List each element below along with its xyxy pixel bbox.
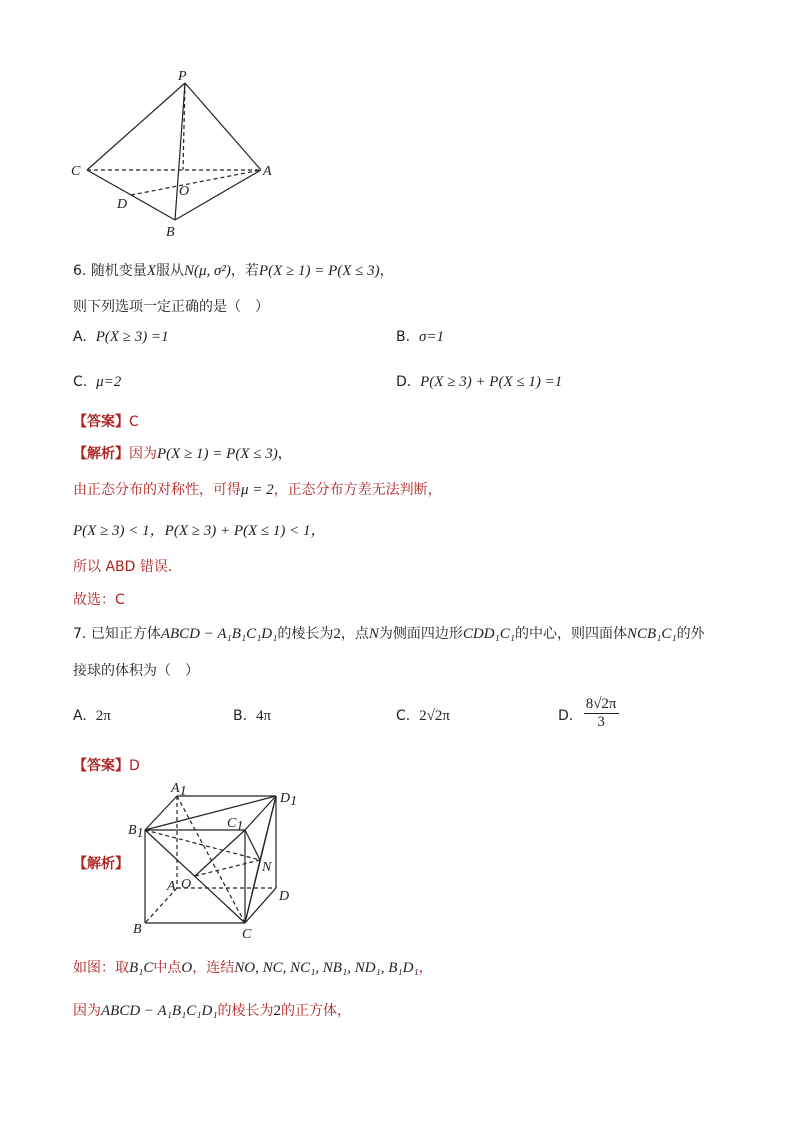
label-O: O	[181, 877, 192, 892]
label-O: O	[179, 184, 190, 199]
q7-option-a: A. 2π	[73, 708, 111, 724]
label-B1: B1	[128, 823, 144, 841]
q6-stem: 6. 随机变量X服从N(μ, σ²)，若P(X ≥ 1) = P(X ≤ 3)，	[73, 263, 394, 279]
label-D: D	[279, 889, 290, 904]
q6-option-d: D. P(X ≥ 3) + P(X ≤ 1) =1	[396, 374, 563, 390]
label-A: A	[263, 164, 272, 179]
q7-option-c: C. 2√2π	[396, 708, 450, 724]
q7-line2: 接球的体积为（ ）	[73, 663, 199, 679]
q7-analysis-line2: 因为ABCD − A₁B₁C₁D₁的棱长为2的正方体，	[73, 1003, 352, 1019]
q7-analysis-line1: 如图：取B₁C中点O，连结NO, NC, NC₁, NB₁, ND₁, B₁D₁，	[73, 960, 433, 976]
q6-option-b: B. σ=1	[396, 329, 444, 345]
label-B: B	[166, 225, 175, 240]
label-N: N	[262, 860, 272, 875]
label-D: D	[117, 197, 128, 212]
q7-answer: 【答案】D	[73, 758, 140, 774]
q7-stem: 7. 已知正方体ABCD − A₁B₁C₁D₁的棱长为2，点N为侧面四边形CDD₁C₁的中心，则四面体NCB₁C₁的外	[73, 626, 705, 642]
label-P: P	[178, 69, 187, 84]
label-C1: C1	[227, 816, 244, 834]
q6-analysis-line5: 故选：C	[73, 592, 125, 608]
q6-analysis-line3: P(X ≥ 3) < 1，P(X ≥ 3) + P(X ≤ 1) < 1，	[73, 523, 326, 539]
q6-answer: 【答案】C	[73, 414, 139, 430]
q6-analysis-line1: 【解析】因为P(X ≥ 1) = P(X ≤ 3)，	[73, 446, 292, 462]
label-D1: D1	[280, 791, 298, 809]
q6-line2: 则下列选项一定正确的是（ ）	[73, 299, 269, 315]
label-C: C	[71, 164, 81, 179]
cube-figure	[125, 778, 305, 943]
label-B: B	[133, 922, 142, 937]
label-A: A	[167, 879, 176, 894]
q7-option-d: D. $\frac{8√2\pi}{3}$	[558, 696, 617, 730]
q6-analysis-line2: 由正态分布的对称性，可得μ = 2，正态分布方差无法判断，	[73, 482, 442, 498]
q7-option-b: B. 4π	[233, 708, 272, 724]
label-C: C	[242, 927, 252, 942]
label-A1: A1	[171, 781, 187, 799]
q6-option-a: A. P(X ≥ 3) =1	[73, 329, 169, 345]
pyramid-figure	[65, 65, 285, 245]
q6-option-c: C. μ=2	[73, 374, 122, 390]
q6-analysis-line4: 所以 ABD 错误.	[73, 559, 173, 575]
q7-analysis-tag: 【解析】	[73, 856, 129, 872]
